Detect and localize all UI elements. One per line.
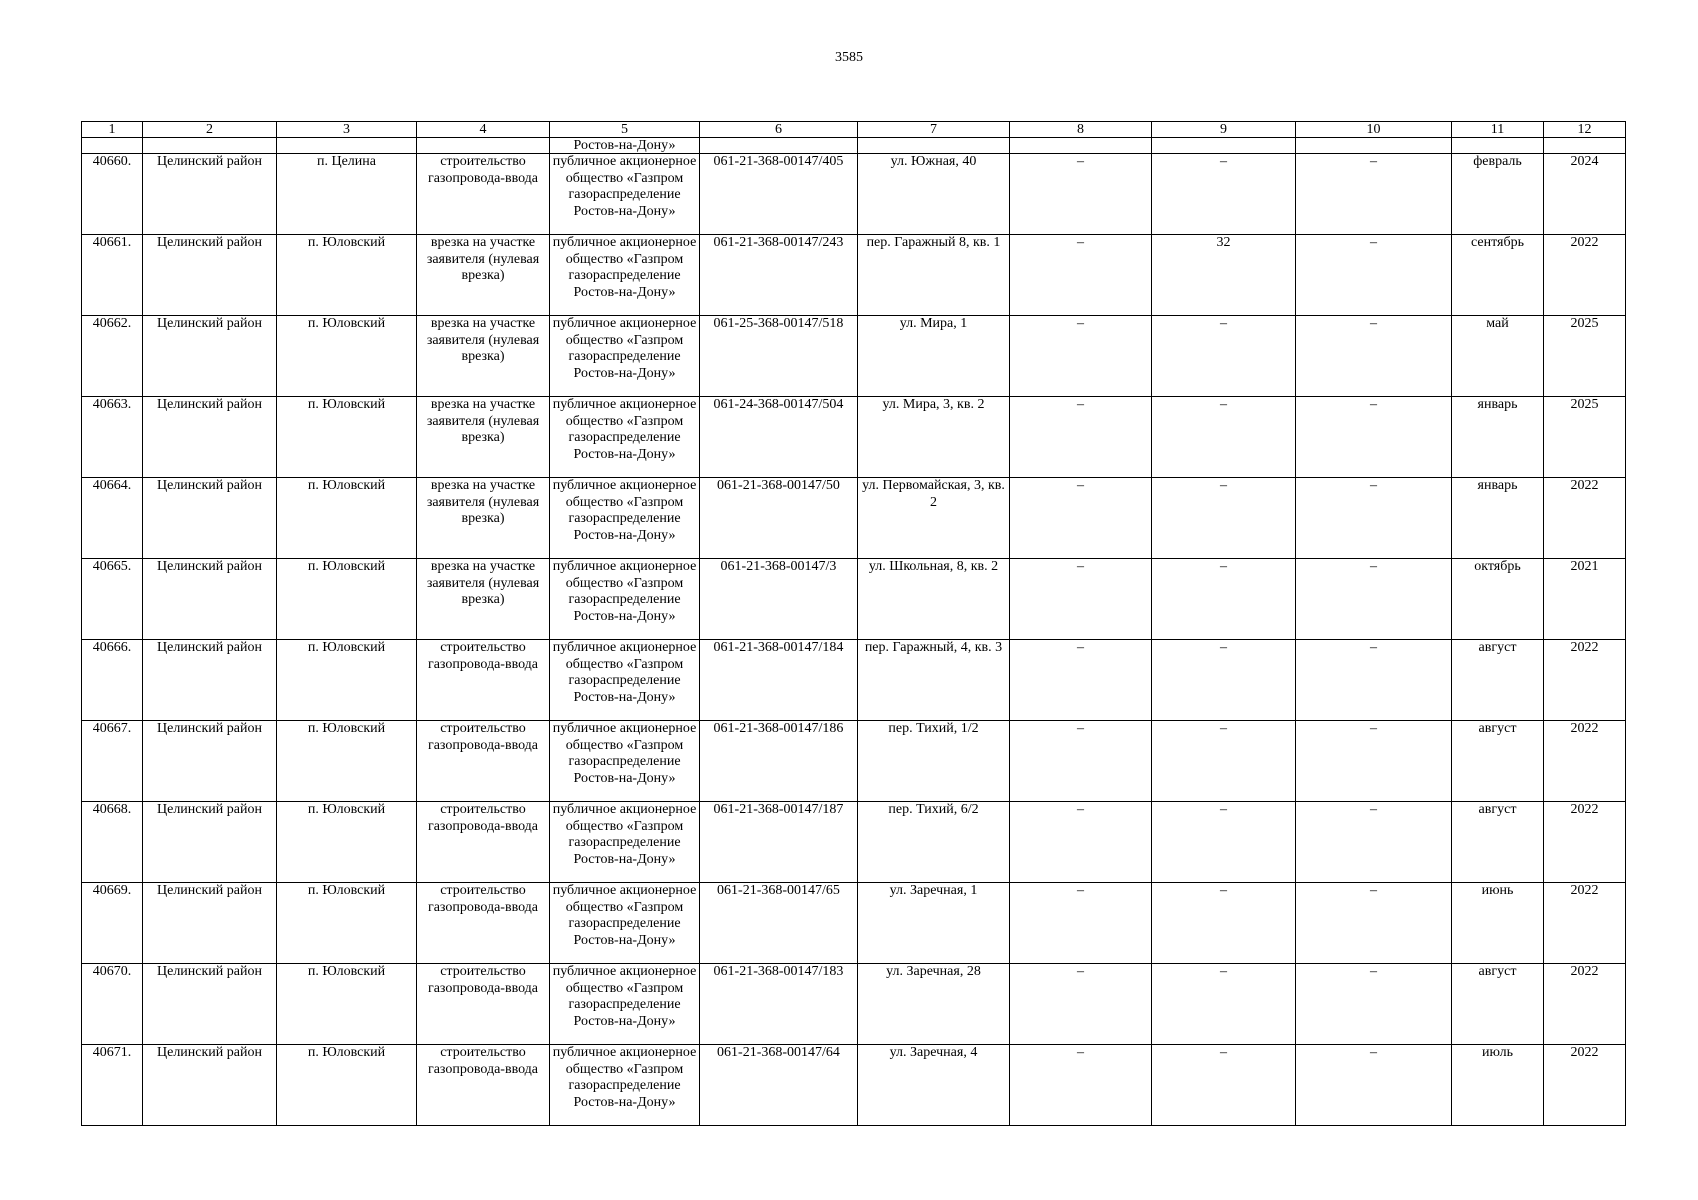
col-9-cell: – xyxy=(1152,559,1296,640)
work-type-cell xyxy=(417,138,550,154)
organization-cell: публичное акционерное общество «Газпром газораспределение Ростов-на-Дону» xyxy=(550,721,700,802)
col-9-cell: – xyxy=(1152,721,1296,802)
address-cell: пер. Тихий, 6/2 xyxy=(858,802,1010,883)
registry-table xyxy=(81,121,1626,1126)
work-type-cell: строительство газопровода-ввода xyxy=(417,1045,550,1126)
settlement-cell: п. Юловский xyxy=(277,721,417,802)
district-cell: Целинский район xyxy=(143,1045,277,1126)
table-row xyxy=(82,316,1626,397)
col-9-cell xyxy=(1152,138,1296,154)
col-8-cell: – xyxy=(1010,559,1152,640)
organization-cell: публичное акционерное общество «Газпром газораспределение Ростов-на-Дону» xyxy=(550,559,700,640)
table-row xyxy=(82,802,1626,883)
address-cell: пер. Гаражный 8, кв. 1 xyxy=(858,235,1010,316)
year-cell: 2025 xyxy=(1544,316,1626,397)
table-row xyxy=(82,964,1626,1045)
organization-cell: публичное акционерное общество «Газпром газораспределение Ростов-на-Дону» xyxy=(550,397,700,478)
month-cell: октябрь xyxy=(1452,559,1544,640)
organization-cell: публичное акционерное общество «Газпром газораспределение Ростов-на-Дону» xyxy=(550,235,700,316)
district-cell: Целинский район xyxy=(143,559,277,640)
row-number-cell: 40668. xyxy=(82,802,143,883)
month-cell: август xyxy=(1452,964,1544,1045)
col-9-cell: – xyxy=(1152,397,1296,478)
district-cell: Целинский район xyxy=(143,154,277,235)
address-cell: ул. Заречная, 28 xyxy=(858,964,1010,1045)
row-number-cell: 40661. xyxy=(82,235,143,316)
col-9-cell: 32 xyxy=(1152,235,1296,316)
address-cell: ул. Южная, 40 xyxy=(858,154,1010,235)
organization-cell: публичное акционерное общество «Газпром газораспределение Ростов-на-Дону» xyxy=(550,802,700,883)
row-number-cell: 40663. xyxy=(82,397,143,478)
year-cell: 2025 xyxy=(1544,397,1626,478)
registration-number-cell: 061-21-368-00147/65 xyxy=(700,883,858,964)
col-10-cell: – xyxy=(1296,964,1452,1045)
organization-cell: публичное акционерное общество «Газпром газораспределение Ростов-на-Дону» xyxy=(550,1045,700,1126)
col-10-cell: – xyxy=(1296,721,1452,802)
col-8-cell: – xyxy=(1010,802,1152,883)
address-cell: пер. Тихий, 1/2 xyxy=(858,721,1010,802)
settlement-cell: п. Юловский xyxy=(277,1045,417,1126)
month-cell xyxy=(1452,138,1544,154)
row-number-cell: 40664. xyxy=(82,478,143,559)
work-type-cell: строительство газопровода-ввода xyxy=(417,721,550,802)
settlement-cell: п. Юловский xyxy=(277,802,417,883)
work-type-cell: строительство газопровода-ввода xyxy=(417,802,550,883)
settlement-cell xyxy=(277,138,417,154)
address-cell: ул. Заречная, 1 xyxy=(858,883,1010,964)
col-10-cell: – xyxy=(1296,559,1452,640)
address-cell: 7 xyxy=(858,122,1010,138)
settlement-cell: п. Целина xyxy=(277,154,417,235)
col-9-cell: – xyxy=(1152,316,1296,397)
col-8-cell: – xyxy=(1010,154,1152,235)
row-number-cell: 40662. xyxy=(82,316,143,397)
organization-cell: публичное акционерное общество «Газпром газораспределение Ростов-на-Дону» xyxy=(550,316,700,397)
row-number-cell: 40667. xyxy=(82,721,143,802)
year-cell: 2022 xyxy=(1544,1045,1626,1126)
settlement-cell: п. Юловский xyxy=(277,316,417,397)
district-cell: Целинский район xyxy=(143,235,277,316)
col-8-cell: – xyxy=(1010,964,1152,1045)
organization-cell: публичное акционерное общество «Газпром газораспределение Ростов-на-Дону» xyxy=(550,964,700,1045)
year-cell: 2022 xyxy=(1544,964,1626,1045)
work-type-cell: строительство газопровода-ввода xyxy=(417,964,550,1045)
month-cell: февраль xyxy=(1452,154,1544,235)
month-cell: январь xyxy=(1452,397,1544,478)
organization-cell: публичное акционерное общество «Газпром газораспределение Ростов-на-Дону» xyxy=(550,883,700,964)
address-cell: ул. Заречная, 4 xyxy=(858,1045,1010,1126)
district-cell: Целинский район xyxy=(143,640,277,721)
col-10-cell: 10 xyxy=(1296,122,1452,138)
table-row xyxy=(82,154,1626,235)
col-9-cell: – xyxy=(1152,640,1296,721)
year-cell xyxy=(1544,138,1626,154)
work-type-cell: строительство газопровода-ввода xyxy=(417,154,550,235)
row-number-cell: 40665. xyxy=(82,559,143,640)
row-number-cell: 40669. xyxy=(82,883,143,964)
table-row xyxy=(82,235,1626,316)
address-cell xyxy=(858,138,1010,154)
col-10-cell: – xyxy=(1296,883,1452,964)
registration-number-cell: 061-21-368-00147/186 xyxy=(700,721,858,802)
year-cell: 2022 xyxy=(1544,802,1626,883)
col-9-cell: 9 xyxy=(1152,122,1296,138)
table-row xyxy=(82,1045,1626,1126)
col-10-cell: – xyxy=(1296,154,1452,235)
year-cell: 2022 xyxy=(1544,235,1626,316)
month-cell: январь xyxy=(1452,478,1544,559)
month-cell: июль xyxy=(1452,1045,1544,1126)
table-row xyxy=(82,640,1626,721)
registration-number-cell: 061-25-368-00147/518 xyxy=(700,316,858,397)
col-10-cell: – xyxy=(1296,316,1452,397)
table-header-row xyxy=(82,122,1626,138)
row-number-cell: 40671. xyxy=(82,1045,143,1126)
district-cell: Целинский район xyxy=(143,478,277,559)
year-cell: 2022 xyxy=(1544,883,1626,964)
organization-cell: публичное акционерное общество «Газпром газораспределение Ростов-на-Дону» xyxy=(550,640,700,721)
registration-number-cell xyxy=(700,138,858,154)
col-9-cell: – xyxy=(1152,964,1296,1045)
col-8-cell: 8 xyxy=(1010,122,1152,138)
address-cell: ул. Мира, 3, кв. 2 xyxy=(858,397,1010,478)
address-cell: ул. Первомайская, 3, кв. 2 xyxy=(858,478,1010,559)
settlement-cell: п. Юловский xyxy=(277,640,417,721)
col-8-cell: – xyxy=(1010,1045,1152,1126)
table-row xyxy=(82,883,1626,964)
month-cell: июнь xyxy=(1452,883,1544,964)
work-type-cell: врезка на участке заявителя (нулевая врезка) xyxy=(417,397,550,478)
district-cell: Целинский район xyxy=(143,397,277,478)
table-row xyxy=(82,138,1626,154)
work-type-cell: врезка на участке заявителя (нулевая врезка) xyxy=(417,559,550,640)
district-cell: Целинский район xyxy=(143,964,277,1045)
row-number-cell xyxy=(82,138,143,154)
organization-cell: публичное акционерное общество «Газпром газораспределение Ростов-на-Дону» xyxy=(550,478,700,559)
year-cell: 2022 xyxy=(1544,478,1626,559)
table-row xyxy=(82,397,1626,478)
settlement-cell: п. Юловский xyxy=(277,235,417,316)
table-body xyxy=(82,122,1626,1126)
settlement-cell: п. Юловский xyxy=(277,478,417,559)
district-cell xyxy=(143,138,277,154)
col-8-cell xyxy=(1010,138,1152,154)
year-cell: 2022 xyxy=(1544,640,1626,721)
organization-cell: Ростов-на-Дону» xyxy=(550,138,700,154)
table-row xyxy=(82,559,1626,640)
registration-number-cell: 061-21-368-00147/405 xyxy=(700,154,858,235)
month-cell: май xyxy=(1452,316,1544,397)
col-8-cell: – xyxy=(1010,478,1152,559)
district-cell: Целинский район xyxy=(143,721,277,802)
year-cell: 12 xyxy=(1544,122,1626,138)
registration-number-cell: 061-21-368-00147/187 xyxy=(700,802,858,883)
col-9-cell: – xyxy=(1152,1045,1296,1126)
row-number-cell: 40670. xyxy=(82,964,143,1045)
col-8-cell: – xyxy=(1010,397,1152,478)
address-cell: ул. Школьная, 8, кв. 2 xyxy=(858,559,1010,640)
col-9-cell: – xyxy=(1152,154,1296,235)
month-cell: сентябрь xyxy=(1452,235,1544,316)
organization-cell: публичное акционерное общество «Газпром газораспределение Ростов-на-Дону» xyxy=(550,154,700,235)
year-cell: 2021 xyxy=(1544,559,1626,640)
col-8-cell: – xyxy=(1010,235,1152,316)
address-cell: пер. Гаражный, 4, кв. 3 xyxy=(858,640,1010,721)
registration-number-cell: 061-21-368-00147/183 xyxy=(700,964,858,1045)
registration-number-cell: 061-21-368-00147/64 xyxy=(700,1045,858,1126)
registration-number-cell: 061-24-368-00147/504 xyxy=(700,397,858,478)
settlement-cell: 3 xyxy=(277,122,417,138)
registration-number-cell: 061-21-368-00147/3 xyxy=(700,559,858,640)
settlement-cell: п. Юловский xyxy=(277,964,417,1045)
settlement-cell: п. Юловский xyxy=(277,883,417,964)
district-cell: Целинский район xyxy=(143,802,277,883)
work-type-cell: врезка на участке заявителя (нулевая врезка) xyxy=(417,235,550,316)
month-cell: август xyxy=(1452,802,1544,883)
col-9-cell: – xyxy=(1152,883,1296,964)
work-type-cell: врезка на участке заявителя (нулевая врезка) xyxy=(417,478,550,559)
col-10-cell: – xyxy=(1296,397,1452,478)
registration-number-cell: 061-21-368-00147/184 xyxy=(700,640,858,721)
col-10-cell: – xyxy=(1296,1045,1452,1126)
page-number: 3585 xyxy=(835,50,863,65)
month-cell: 11 xyxy=(1452,122,1544,138)
col-8-cell: – xyxy=(1010,640,1152,721)
month-cell: август xyxy=(1452,640,1544,721)
month-cell: август xyxy=(1452,721,1544,802)
table-row xyxy=(82,721,1626,802)
col-8-cell: – xyxy=(1010,883,1152,964)
row-number-cell: 40666. xyxy=(82,640,143,721)
col-10-cell xyxy=(1296,138,1452,154)
col-8-cell: – xyxy=(1010,721,1152,802)
organization-cell: 5 xyxy=(550,122,700,138)
year-cell: 2022 xyxy=(1544,721,1626,802)
work-type-cell: строительство газопровода-ввода xyxy=(417,883,550,964)
work-type-cell: строительство газопровода-ввода xyxy=(417,640,550,721)
settlement-cell: п. Юловский xyxy=(277,397,417,478)
col-10-cell: – xyxy=(1296,478,1452,559)
registration-number-cell: 061-21-368-00147/50 xyxy=(700,478,858,559)
district-cell: Целинский район xyxy=(143,883,277,964)
col-8-cell: – xyxy=(1010,316,1152,397)
table-row xyxy=(82,478,1626,559)
district-cell: Целинский район xyxy=(143,316,277,397)
col-10-cell: – xyxy=(1296,235,1452,316)
year-cell: 2024 xyxy=(1544,154,1626,235)
col-10-cell: – xyxy=(1296,802,1452,883)
row-number-cell: 40660. xyxy=(82,154,143,235)
col-9-cell: – xyxy=(1152,802,1296,883)
address-cell: ул. Мира, 1 xyxy=(858,316,1010,397)
work-type-cell: врезка на участке заявителя (нулевая врезка) xyxy=(417,316,550,397)
settlement-cell: п. Юловский xyxy=(277,559,417,640)
work-type-cell: 4 xyxy=(417,122,550,138)
col-9-cell: – xyxy=(1152,478,1296,559)
district-cell: 2 xyxy=(143,122,277,138)
registration-number-cell: 061-21-368-00147/243 xyxy=(700,235,858,316)
registration-number-cell: 6 xyxy=(700,122,858,138)
col-10-cell: – xyxy=(1296,640,1452,721)
row-number-cell: 1 xyxy=(82,122,143,138)
